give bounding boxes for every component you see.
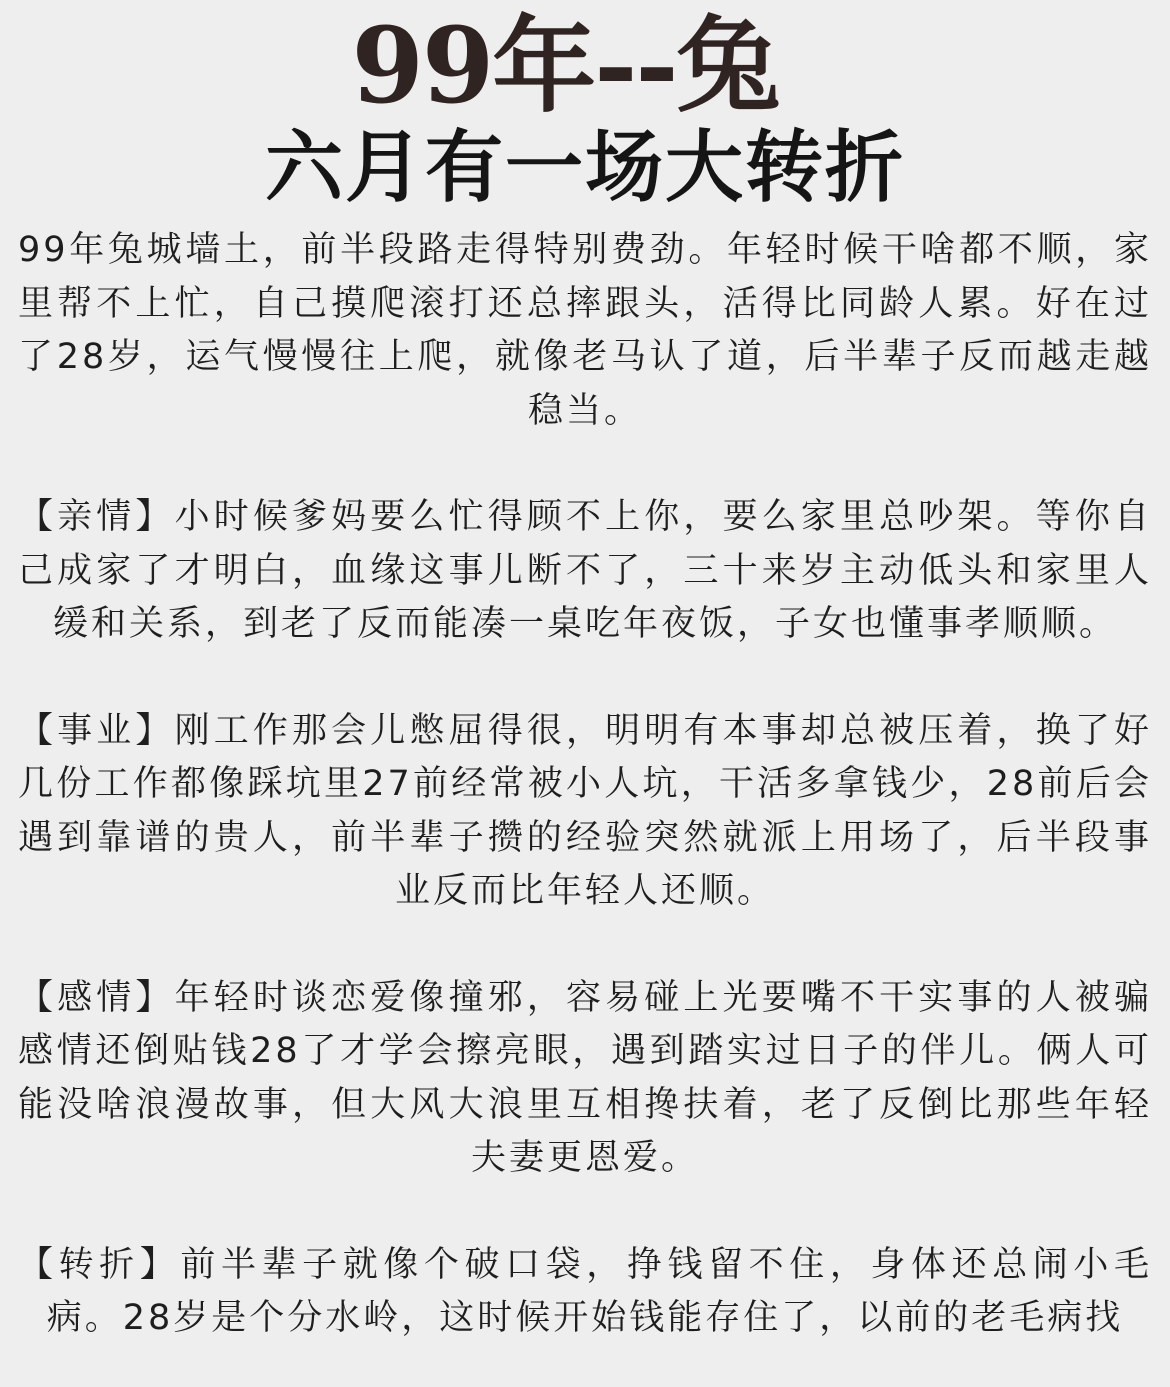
section-career [18, 705, 1152, 919]
section-text-career: 刚工作那会儿憋屈得很，明明有本事却总被压着，换了好几份工作都像踩坑里27前经常被小人坑，干活多拿钱少，28前后会遇到靠谱的贵人，前半辈子攒的经验突然就派上用场了，后半段事业反而比年轻人还顺。 [18, 710, 1152, 911]
section-tag-love: 【感情】 [18, 977, 175, 1018]
intro-paragraph: 99年兔城墙土，前半段路走得特别费劲。年轻时候干啥都不顺，家里帮不上忙，自己摸爬滚打还总摔跟头，活得比同龄人累。好在过了28岁，运气慢慢往上爬，就像老马认了道，后半辈子反而越走越稳当。 [18, 230, 1152, 431]
section-text-turning-point: 前半辈子就像个破口袋，挣钱留不住，身体还总闹小毛病。28岁是个分水岭，这时候开始钱能存住了，以前的老毛病找 [46, 1244, 1152, 1338]
section-tag-family: 【亲情】 [18, 497, 175, 537]
section-tag-turning-point: 【转折】 [18, 1244, 181, 1285]
section-text-family: 小时候爹妈要么忙得顾不上你，要么家里总吵架。等你自己成家了才明白，血缘这事儿断不了，三十来岁主动低头和家里人缓和关系，到老了反而能凑一桌吃年夜饭，子女也懂事孝顺顺。 [18, 497, 1152, 644]
section-love [18, 972, 1152, 1186]
article-subtitle: 六月有一场大转折 [264, 123, 905, 213]
article-title: 99年--兔 [351, 4, 779, 127]
section-text-love: 年轻时谈恋爱像撞邪，容易碰上光要嘴不干实事的人被骗感情还倒贴钱28了才学会擦亮眼，遇到踏实过日子的伴儿。俩人可能没啥浪漫故事，但大风大浪里互相搀扶着，老了反倒比那些年轻夫妻更恩爱。 [18, 977, 1152, 1178]
section-family [18, 491, 1152, 652]
section-tag-career: 【事业】 [18, 710, 175, 751]
section-turning-point [18, 1239, 1152, 1346]
